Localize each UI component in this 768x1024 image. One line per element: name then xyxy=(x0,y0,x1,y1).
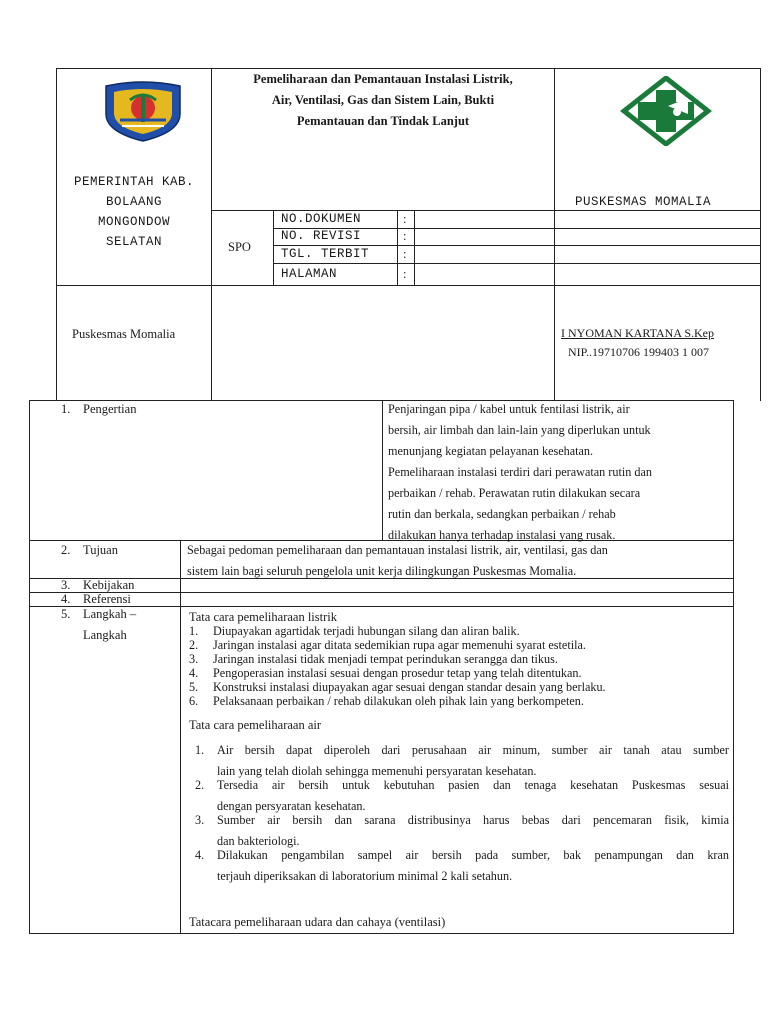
regency-shield-logo xyxy=(100,80,186,142)
gov-line-1: PEMERINTAH KAB. xyxy=(73,175,195,189)
list-text-cont: dan bakteriologi. xyxy=(217,834,300,848)
gov-line-4: SELATAN xyxy=(105,235,162,249)
tujuan-line: Sebagai pedoman pemeliharaan dan pemantauan instalasi listrik, air, ventilasi, gas dan xyxy=(187,543,608,557)
gov-line-3: MONGONDOW xyxy=(97,215,170,229)
list-text: Air bersih dapat diperoleh dari perusahaan air minum, sumber air tanah atau sumber xyxy=(217,743,729,757)
signatory-nip: NIP..19710706 199403 1 007 xyxy=(568,345,710,359)
document-title xyxy=(212,69,554,132)
list-text: Diupayakan agartidak terjadi hubungan silang dan aliran balik. xyxy=(213,624,520,638)
list-text: Dilakukan pengambilan sampel air bersih pada sumber, bak penampungan dan kran xyxy=(217,848,729,862)
list-item xyxy=(189,624,729,638)
government-name xyxy=(57,172,211,252)
title-line-2: Air, Ventilasi, Gas dan Sistem Lain, Bukti xyxy=(271,93,495,107)
pengertian-line: menunjang kegiatan pelayanan kesehatan. xyxy=(388,444,594,458)
field-sep-1: : xyxy=(403,212,407,226)
field-sep-2: : xyxy=(403,229,407,243)
list-number: 1. xyxy=(189,624,199,638)
section-label-tujuan: Tujuan xyxy=(83,543,118,557)
section-label-referensi: Referensi xyxy=(83,592,131,606)
section-number-4: 4. xyxy=(61,592,71,606)
list-item xyxy=(189,694,729,708)
list-number: 6. xyxy=(189,694,199,708)
list-text-cont: dengan persyaratan kesehatan. xyxy=(217,799,366,813)
list-text: Tersedia air bersih untuk kebutuhan pasien dan tenaga kesehatan Puskesmas sesuai xyxy=(217,778,729,792)
list-number: 1. xyxy=(195,743,205,757)
list-text: Pelaksanaan perbaikan / rehab dilakukan oleh pihak lain yang berkompeten. xyxy=(213,694,584,708)
pengertian-line: Penjaringan pipa / kabel untuk fentilasi listrik, air xyxy=(388,402,630,416)
pengertian-line: dilakukan hanya terhadap instalasi yang rusak. xyxy=(388,528,616,542)
list-item xyxy=(189,680,729,694)
title-line-1: Pemeliharaan dan Pemantauan Instalasi Listrik, xyxy=(253,72,513,86)
section-number-1: 1. xyxy=(61,402,71,416)
list-number: 4. xyxy=(195,848,205,862)
listrik-title: Tata cara pemeliharaan listrik xyxy=(189,610,338,624)
puskesmas-label: PUSKESMAS MOMALIA xyxy=(575,195,712,209)
field-sep-4: : xyxy=(403,267,407,281)
pengertian-line: bersih, air limbah dan lain-lain yang diperlukan untuk xyxy=(388,423,651,437)
list-text-cont: terjauh diperiksakan di laboratorium minimal 2 kali setahun. xyxy=(217,869,513,883)
spo-label: SPO xyxy=(228,240,251,254)
list-text: Jaringan instalasi tidak menjadi tempat perindukan serangga dan tikus. xyxy=(213,652,558,666)
puskesmas-logo xyxy=(620,76,712,146)
list-text: Jaringan instalasi agar ditata sedemikian rupa agar memenuhi syarat estetila. xyxy=(213,638,586,652)
list-item xyxy=(195,810,729,848)
list-item xyxy=(189,638,729,652)
pengertian-line: Pemeliharaan instalasi terdiri dari perawatan rutin dan xyxy=(388,465,652,479)
list-item xyxy=(195,740,729,778)
field-no-dokumen: NO.DOKUMEN xyxy=(281,212,362,226)
list-item xyxy=(189,652,729,666)
list-number: 2. xyxy=(195,778,205,792)
section-number-3: 3. xyxy=(61,578,71,592)
title-line-3: Pemantauan dan Tindak Lanjut xyxy=(296,114,470,128)
facility-name: Puskesmas Momalia xyxy=(72,327,176,341)
tujuan-line: sistem lain bagi seluruh pengelola unit kerja dilingkungan Puskesmas Momalia. xyxy=(187,564,577,578)
field-halaman: HALAMAN xyxy=(281,267,338,281)
field-no-revisi: NO. REVISI xyxy=(281,229,362,243)
pengertian-line: perbaikan / rehab. Perawatan rutin dilakukan secara xyxy=(388,486,641,500)
listrik-list xyxy=(189,624,729,708)
signatory-name: I NYOMAN KARTANA S.Kep xyxy=(561,326,714,340)
udara-title: Tatacara pemeliharaan udara dan cahaya (ventilasi) xyxy=(189,915,446,929)
list-number: 3. xyxy=(189,652,199,666)
list-text-cont: lain yang telah diolah sehingga memenuhi persyaratan kesehatan. xyxy=(217,764,537,778)
section-number-5: 5. xyxy=(61,607,71,621)
air-list xyxy=(195,740,729,887)
section-label-pengertian: Pengertian xyxy=(83,402,137,416)
section-label-langkah-2: Langkah xyxy=(83,628,127,642)
list-item xyxy=(195,775,729,813)
section-label-kebijakan: Kebijakan xyxy=(83,578,135,592)
list-text: Pengoperasian instalasi sesuai dengan prosedur tetap yang telah ditentukan. xyxy=(213,666,582,680)
list-number: 2. xyxy=(189,638,199,652)
field-tgl-terbit: TGL. TERBIT xyxy=(281,247,370,261)
section-number-2: 2. xyxy=(61,543,71,557)
list-number: 4. xyxy=(189,666,199,680)
tujuan-text xyxy=(187,540,729,582)
list-number: 5. xyxy=(189,680,199,694)
pengertian-line: rutin dan berkala, sedangkan perbaikan / rehab xyxy=(388,507,616,521)
list-item xyxy=(195,845,729,887)
list-number: 3. xyxy=(195,813,205,827)
gov-line-2: BOLAANG xyxy=(105,195,162,209)
section-label-langkah-1: Langkah – xyxy=(83,607,137,621)
list-text: Konstruksi instalasi diupayakan agar sesuai dengan standar desain yang berlaku. xyxy=(213,680,606,694)
air-title: Tata cara pemeliharaan air xyxy=(189,718,322,732)
pengertian-text xyxy=(388,399,728,546)
list-text: Sumber air bersih dan sarana distribusinya harus bebas dari pencemaran fisik, kimia xyxy=(217,813,729,827)
field-sep-3: : xyxy=(403,247,407,261)
list-item xyxy=(189,666,729,680)
